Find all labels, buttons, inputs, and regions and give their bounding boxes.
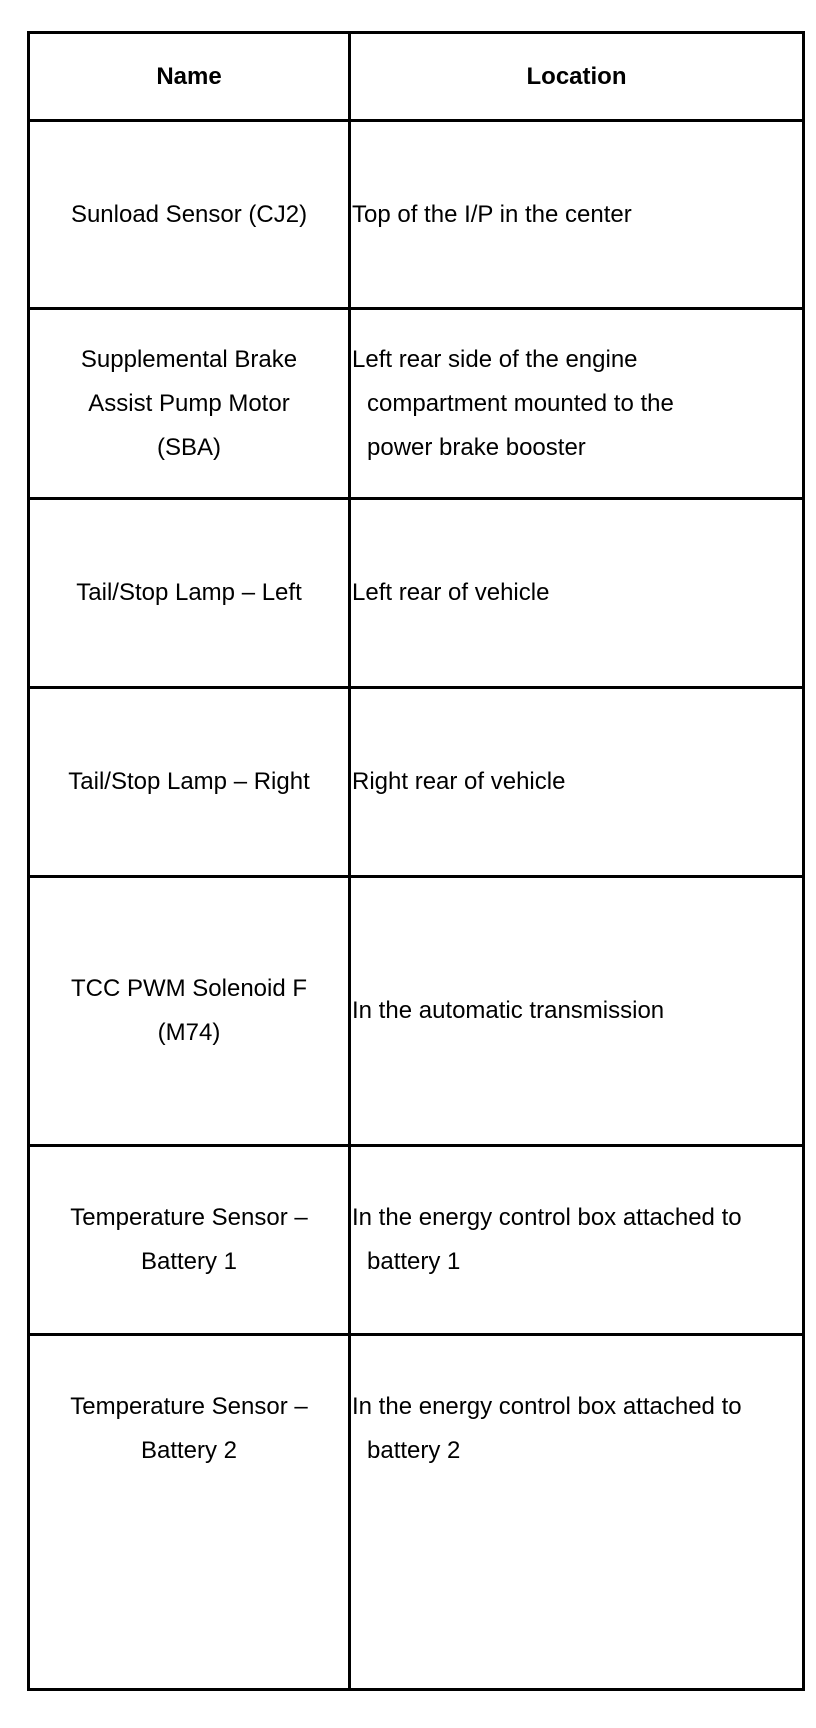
parts-location-table — [27, 31, 805, 1691]
header-location: Location — [526, 62, 627, 90]
header-name: Name — [156, 62, 222, 90]
row-location — [351, 689, 801, 875]
location-line: compartment mounted to the — [367, 389, 674, 417]
location-line: Right rear of vehicle — [352, 768, 566, 795]
row-name: Temperature Sensor – Battery 1 — [70, 1204, 308, 1275]
row-location — [351, 310, 801, 497]
row-location — [351, 1336, 801, 1522]
row-name: Temperature Sensor – Battery 2 — [70, 1393, 308, 1464]
table-border-bottom — [27, 1688, 805, 1691]
location-line: Left rear of vehicle — [352, 579, 550, 606]
location-line: In the automatic transmission — [352, 997, 665, 1024]
row-name: Tail/Stop Lamp – Right — [68, 768, 310, 795]
row-name: TCC PWM Solenoid F (M74) — [70, 975, 308, 1046]
row-location — [351, 1147, 801, 1333]
location-line: battery 2 — [367, 1437, 461, 1464]
row-name: Tail/Stop Lamp – Left — [76, 579, 302, 606]
row-location — [351, 878, 801, 1144]
row-name: Sunload Sensor (CJ2) — [70, 200, 308, 228]
location-line: In the energy control box attached to — [352, 1393, 742, 1420]
row-location — [351, 122, 801, 307]
location-line: In the energy control box attached to — [352, 1204, 742, 1231]
location-line: Left rear side of the engine — [352, 345, 638, 373]
location-line: Top of the I/P in the center — [352, 200, 632, 228]
table-border-right — [802, 31, 805, 1691]
location-line: power brake booster — [367, 433, 586, 461]
row-location — [351, 500, 801, 686]
location-line: battery 1 — [367, 1248, 461, 1275]
row-name: Supplemental Brake Assist Pump Motor (SBA) — [80, 345, 298, 461]
